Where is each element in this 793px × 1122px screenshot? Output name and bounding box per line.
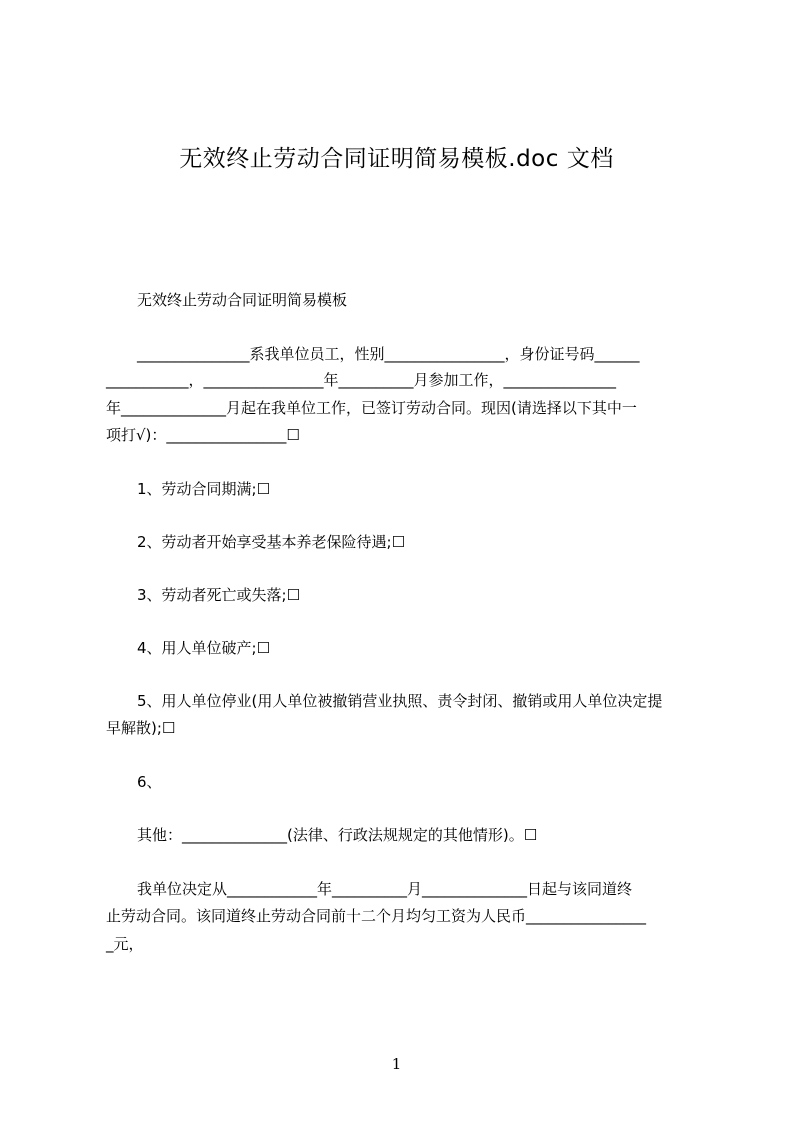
option-item-2: 2、劳动者开始享受基本养老保险待遇;☐: [137, 533, 406, 551]
page-number: 1: [391, 1055, 402, 1073]
decision-line-1: 我单位决定从____________年__________月______________日起与该同道终: [137, 880, 633, 898]
option-item-1: 1、劳动合同期满;☐: [137, 480, 271, 498]
option-item-5-line-1: 5、用人单位停业(用人单位被撤销营业执照、责令封闭、撤销或用人单位决定提: [137, 692, 663, 710]
employee-info-line-2: ___________，________________年__________月参加工作，_______________: [106, 371, 617, 389]
option-item-4: 4、用人单位破产;☐: [137, 639, 271, 657]
template-subtitle: 无效终止劳动合同证明简易模板: [137, 291, 348, 309]
document-title: 无效终止劳动合同证明简易模板.doc 文档: [179, 146, 614, 172]
decision-line-3: _元，: [106, 935, 144, 953]
option-item-6: 6、: [137, 773, 162, 791]
employee-info-line-3: 年______________月起在我单位工作，已签订劳动合同。现因(请选择以下其中一: [106, 399, 637, 417]
employee-info-line-4: 项打√)：________________☐: [106, 426, 300, 444]
option-item-5-line-2: 早解散);☐: [106, 719, 176, 737]
decision-line-2: 止劳动合同。该同道终止劳动合同前十二个月均匀工资为人民币________________: [106, 907, 647, 925]
option-item-3: 3、劳动者死亡或失落;☐: [137, 586, 301, 604]
employee-info-line-1: _______________系我单位员工，性别________________，身份证号码______: [137, 345, 640, 363]
option-other: 其他：______________(法律、行政法规规定的其他情形)。☐: [137, 826, 538, 844]
